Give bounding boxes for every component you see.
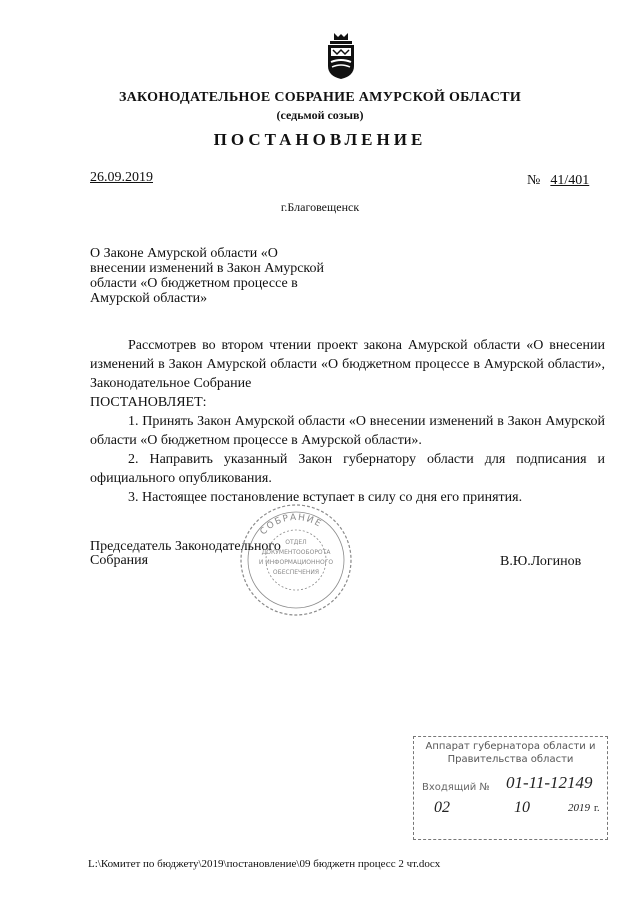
body-resolves: ПОСТАНОВЛЯЕТ: (90, 395, 207, 410)
svg-text:СОБРАНИЕ (259, 513, 324, 537)
stamp-line-2: Правительства области (447, 754, 574, 765)
signatory-name: В.Ю.Логинов (500, 554, 582, 569)
signatory-position (90, 540, 281, 568)
document-subject: О Законе Амурской области «О внесении изменений в Закон Амурской области «О бюджетном процессе в Амурской области» (90, 246, 325, 306)
seal-line-2: ДОКУМЕНТООБОРОТА (261, 549, 331, 556)
document-number (527, 173, 589, 189)
seal-line-1: ОТДЕЛ (285, 539, 307, 546)
seal-line-3: И ИНФОРМАЦИОННОГО (258, 559, 334, 566)
stamp-day: 02 (434, 799, 450, 816)
organization-title: ЗАКОНОДАТЕЛЬНОЕ СОБРАНИЕ АМУРСКОЙ ОБЛАСТИ (118, 90, 522, 105)
coat-of-arms-icon (326, 32, 356, 80)
seal-arc-text: СОБРАНИЕ (258, 512, 324, 538)
signatory-position-line1: Председатель Законодательного (90, 539, 281, 554)
number-value: 41/401 (550, 173, 590, 188)
registration-stamp (413, 736, 608, 840)
body-item-1: 1. Принять Закон Амурской области «О внесении изменений в Закон Амурской области «О бюджетном процессе в Амурской области». (90, 414, 605, 448)
stamp-incoming-number: 01-11-12149 (506, 773, 593, 792)
stamp-line-1: Аппарат губернатора области и (425, 741, 596, 752)
file-path-footer: L:\Комитет по бюджету\2019\постановление\09 бюджетн процесс 2 чт.docx (88, 858, 441, 870)
body-item-3: 3. Настоящее постановление вступает в силу со дня его принятия. (128, 490, 523, 505)
city-label: г.Благовещенск (280, 200, 360, 214)
stamp-year: 2019 (568, 802, 590, 814)
document-type-title: ПОСТАНОВЛЕНИЕ (213, 130, 427, 149)
convocation-label: (седьмой созыв) (276, 108, 364, 122)
signatory-position-line2: Собрания (90, 553, 149, 568)
stamp-year-suffix: г. (594, 803, 600, 814)
stamp-month: 10 (514, 799, 530, 816)
seal-line-4: ОБЕСПЕЧЕНИЯ (272, 569, 320, 576)
stamp-incoming-label: Входящий № (422, 782, 490, 793)
document-body (90, 336, 605, 507)
body-item-2: 2. Направить указанный Закон губернатору области для подписания и официального опубликования. (90, 452, 605, 486)
document-date: 26.09.2019 (90, 170, 153, 185)
number-sign: № (527, 173, 541, 188)
body-intro: Рассмотрев во втором чтении проект закона Амурской области «О внесении изменений в Закон Амурской области «О бюджетном процессе в Амурской области», Законодательное Собрание (90, 338, 605, 391)
